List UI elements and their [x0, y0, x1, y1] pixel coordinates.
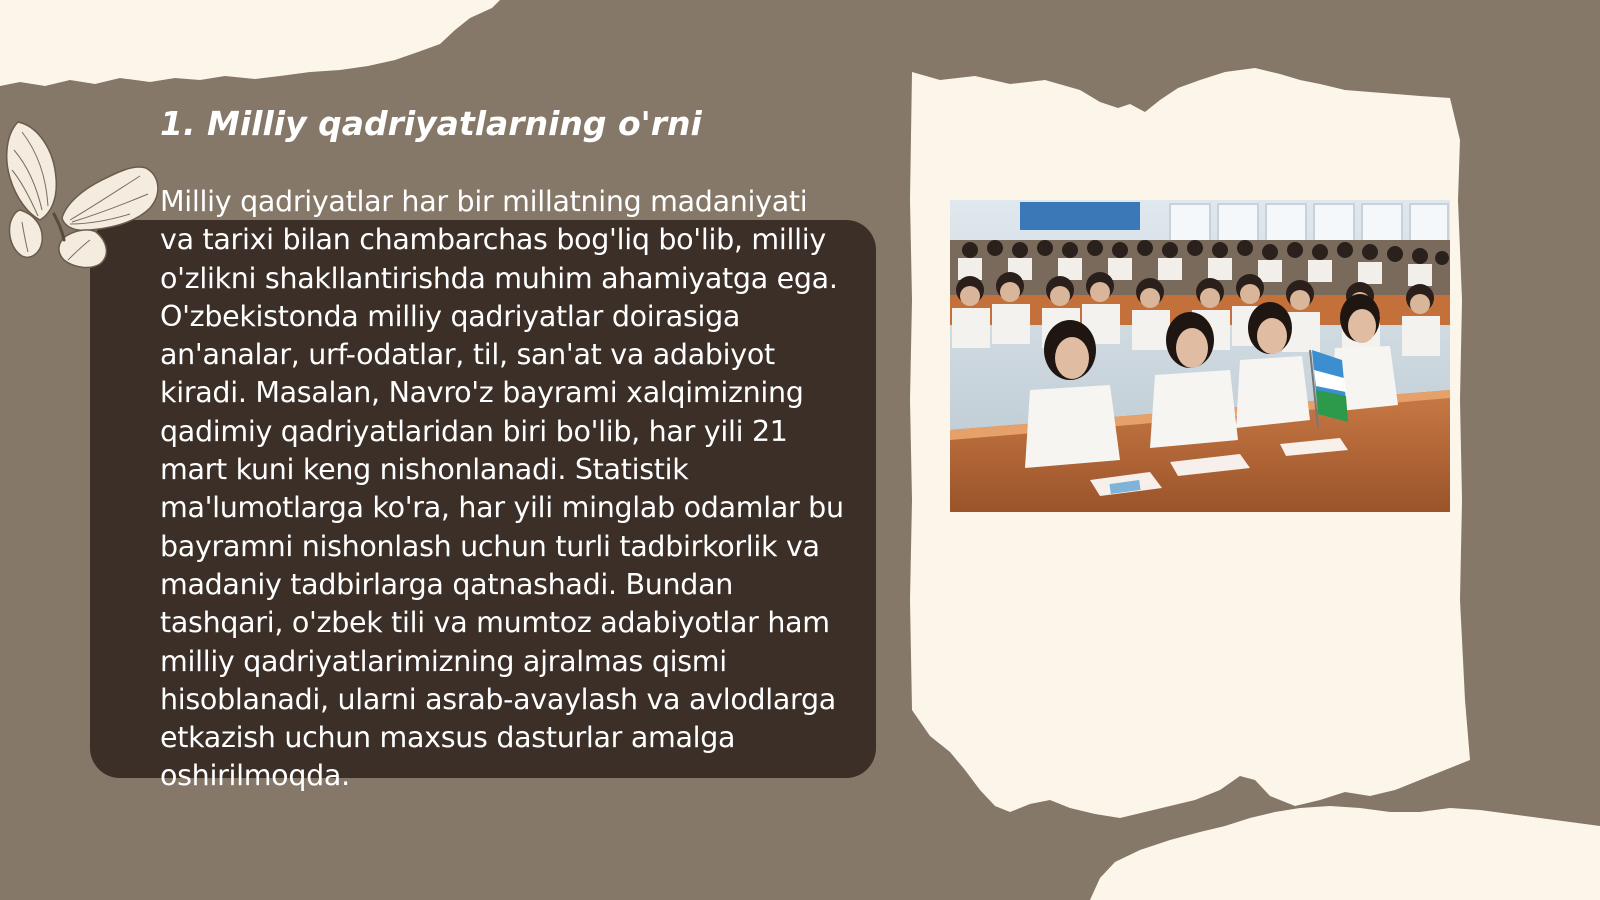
body-paragraph: Milliy qadriyatlar har bir millatning madaniyati va tarixi bilan chambarchas bog'liq bo'lib, milliy o'zlikni shakllantirishda muhim ahamiyatga ega. O'zbekistonda milliy qadriyatlar doirasiga an'analar, urf-odatlar, til, san'at va adabiyot kiradi. Masalan, Navro'z bayrami xalqimizning qadimiy qadriyatlaridan biri bo'lib, har yili 21 mart kuni keng nishonlanadi. Statistik ma'lumotlarga ko'ra, har yili minglab odamlar bu bayramni nishonlash uchun turli tadbirkorlik va madaniy tadbirlarga qatnashadi. Bundan tashqari, o'zbek tili va mumtoz adabiyotlar ham milliy qadriyatlarimizning ajralmas qismi hisoblanadi, ularni asrab-avaylash va avlodlarga etkazish uchun maxsus dasturlar amalga oshirilmoqda.: [160, 185, 844, 793]
students-auditorium-photo: [950, 200, 1450, 512]
torn-paper-bottom-right: [1090, 806, 1600, 900]
butterfly-icon: [0, 110, 170, 280]
slide-title: 1. Milliy qadriyatlarning o'rni: [160, 104, 702, 143]
photo-blue-banner: [1020, 202, 1140, 230]
torn-paper-top-left: [0, 0, 500, 86]
